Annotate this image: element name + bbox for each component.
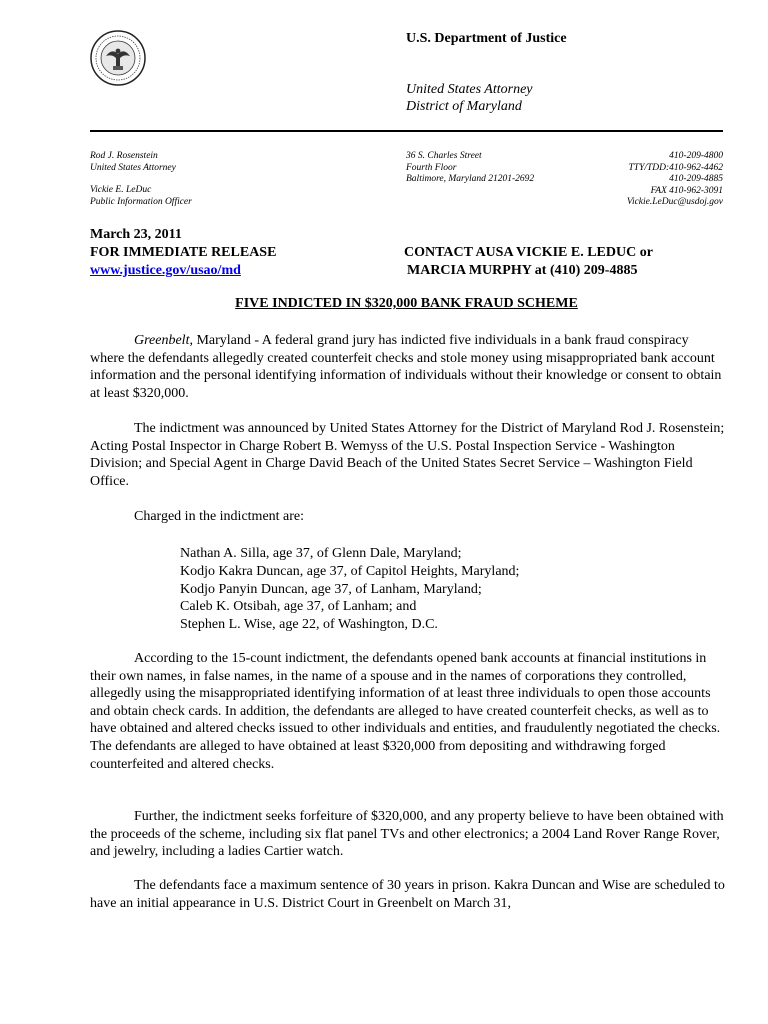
phone-secondary: 410-209-4885 [669,174,723,184]
defendant-2: Kodjo Kakra Duncan, age 37, of Capitol Heights, Maryland; [180,563,520,579]
address-line-2: Fourth Floor [406,162,457,173]
defendant-5: Stephen L. Wise, age 22, of Washington, D.C. [180,617,438,633]
press-release-headline: FIVE INDICTED IN $320,000 BANK FRAUD SCHEME [235,296,578,311]
paragraph-3: Charged in the indictment are: [134,509,305,524]
official-name-2: Vickie E. LeDuc [90,185,152,195]
media-contact-block [404,244,653,280]
dateline: Greenbelt [134,333,190,348]
official-name-1: Rod J. Rosenstein [90,151,158,161]
phone-main: 410-209-4800 [669,151,723,161]
office-line-1: United States Attorney [406,82,533,97]
defendant-3: Kodjo Panyin Duncan, age 37, of Lanham, Maryland; [180,581,482,597]
address-line-1: 36 S. Charles Street [406,151,482,161]
contact-email: Vickie.LeDuc@usdoj.gov [626,197,723,207]
release-block [90,226,276,280]
official-title-1: United States Attorney [90,162,176,173]
office-line-2: District of Maryland [406,99,522,114]
release-date: March 23, 2011 [90,227,182,242]
defendant-1: Nathan A. Silla, age 37, of Glenn Dale, Maryland; [180,546,462,561]
agency-name: U.S. Department of Justice [406,31,567,46]
doj-seal-icon [90,30,146,86]
paragraph-1-text: , Maryland - A federal grand jury has indicted five individuals in a bank fraud conspiracy where the defendants allegedly created counterfeit checks and stole money using misappropriated bank account information and the personal identifying information of individuals without their knowledge or consent to obtain at least $320,000. [90,333,722,401]
media-contact-line-1: CONTACT AUSA VICKIE E. LEDUC or [404,245,653,260]
paragraph-1 [90,332,725,402]
defendant-4: Caleb K. Otsibah, age 37, of Lanham; and [180,599,417,615]
header-divider [90,130,723,132]
phone-fax: FAX 410-962-3091 [650,185,723,196]
phone-tty: TTY/TDD:410-962-4462 [628,162,723,173]
defendants-list [180,545,519,634]
paragraph-6: The defendants face a maximum sentence of 30 years in prison. Kakra Duncan and Wise are scheduled to have an initial appearance in U.S. District Court in Greenbelt on March 31, [90,878,725,911]
office-name [406,81,533,115]
phone-block [627,151,723,209]
media-contact-line-2: MARCIA MURPHY at (410) 209-4885 [407,263,638,278]
officials-block [90,151,192,208]
paragraph-2: The indictment was announced by United States Attorney for the District of Maryland Rod J. Rosenstein; Acting Postal Inspector in Charge Robert B. Wemyss of the U.S. Postal Inspection Service - Washington Division; and Special Agent in Charge David Beach of the United States Secret Service – Washington Field Office. [90,421,725,489]
paragraph-5: Further, the indictment seeks forfeiture of $320,000, and any property believe to have been obtained with the proceeds of the scheme, including six flat panel TVs and other electronics; a 2004 Land Rover Range Rover, and jewelry, including a ladies Cartier watch. [90,809,724,860]
official-title-2: Public Information Officer [90,196,192,207]
address-block [406,151,534,186]
website-link[interactable]: www.justice.gov/usao/md [90,263,241,278]
address-line-3: Baltimore, Maryland 21201-2692 [406,174,535,184]
paragraph-4: According to the 15-count indictment, the defendants opened bank accounts at financial institutions in their own names, in false names, in the name of a spouse and in the names of corporations they controlled, allegedly using the misappropriated identifying information of at least three individuals to open those accounts and obtain check cards. In addition, the defendants are alleged to have created counterfeit checks, as well as to have obtained and altered checks issued to other individuals and entities, and fraudulently negotiated the checks. The defendants are alleged to have obtained at least $320,000 from depositing and withdrawing forged counterfeited and altered checks. [90,651,721,772]
release-label: FOR IMMEDIATE RELEASE [90,245,277,260]
